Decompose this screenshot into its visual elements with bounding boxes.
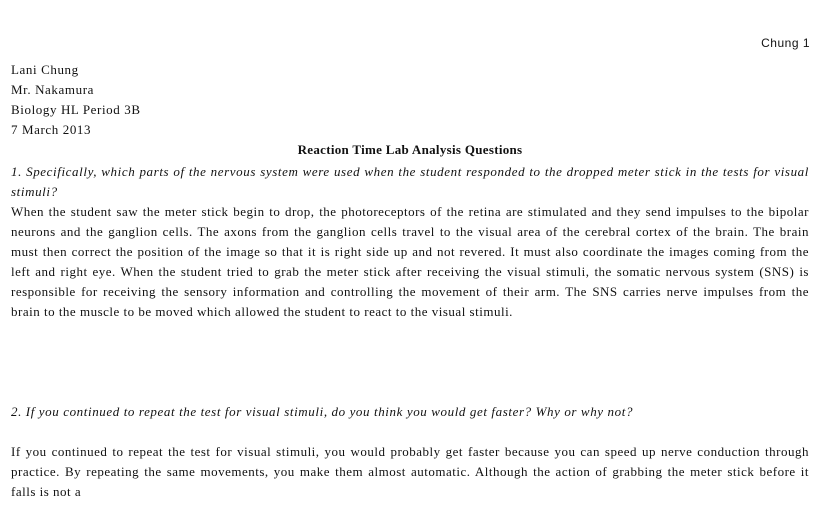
document-date: 7 March 2013 [11, 122, 92, 137]
student-name: Lani Chung [11, 62, 79, 77]
teacher-name: Mr. Nakamura [11, 82, 95, 97]
question-2: 2. If you continued to repeat the test for visual stimuli, do you think you would get faster? Why or why not? [11, 404, 634, 419]
answer-2: If you continued to repeat the test for visual stimuli, you would probably get faster because you can speed up nerve conduction through practice. By repeating the same movements, you make them almost automatic. Although the action of grabbing the meter stick before it falls is not a [11, 444, 809, 499]
answer-1: When the student saw the meter stick begin to drop, the photoreceptors of the retina are stimulated and they send impulses to the bipolar neurons and the ganglion cells. The axons from the ganglion cells travel to the visual area of the cerebral cortex of the brain. The brain must then correct the position of the image so that it is right side up and not revered. It must also coordinate the images coming from the left and right eye. When the student tried to grab the meter stick after receiving the visual stimuli, the somatic nervous system (SNS) is responsible for receiving the sensory information and controlling the movement of their arm. The SNS carries nerve impulses from the brain to the muscle to be moved which allowed the student to react to the visual stimuli. [11, 204, 809, 319]
running-head: Chung 1 [761, 36, 810, 50]
document-title: Reaction Time Lab Analysis Questions [297, 142, 523, 157]
course-name: Biology HL Period 3B [11, 102, 141, 117]
question-1: 1. Specifically, which parts of the nervous system were used when the student responded to the dropped meter stick in the tests for visual stimuli? [11, 164, 809, 199]
